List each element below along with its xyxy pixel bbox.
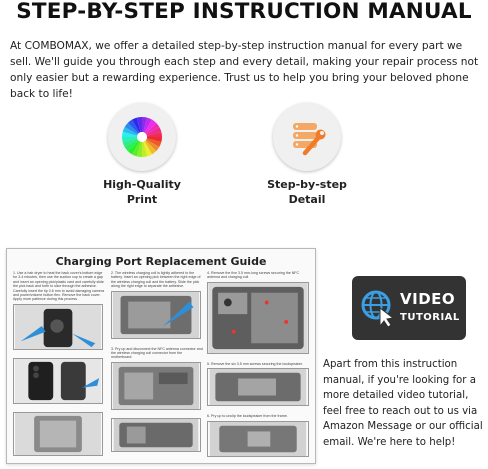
video-tutorial-badge[interactable] <box>352 276 466 340</box>
feature-step-by-step-detail <box>247 103 367 207</box>
badge-label-video: VIDEO <box>400 290 456 308</box>
manual-column-2 <box>111 271 203 460</box>
step-photo-back-cover <box>13 358 103 404</box>
step-photo-screws <box>207 282 309 354</box>
manual-step-3-text: 3. Pry up and disconnect the NFC antenna connector and the wireless charging coil connector from the motherboard. <box>111 346 203 360</box>
step-photo-nfc-connector <box>111 362 201 410</box>
manual-title: Charging Port Replacement Guide <box>55 255 267 268</box>
manual-step-5-text: 5. Remove the six 3.5 mm screws securing the loudspeaker. <box>207 361 303 366</box>
step-photo-charging-coil <box>111 291 201 339</box>
intro-paragraph: At COMBOMAX, we offer a detailed step-by-step instruction manual for every part we sell. We'll guide you through each step and every detail, making your repair process not only easier but a rewarding experience. Trust us to help you bring your beloved phone back to life! <box>10 40 479 100</box>
manual-step-6-text: 6. Pry up to unclip the loudspeaker from the frame. <box>207 414 288 419</box>
manual-column-3 <box>207 271 311 464</box>
globe-cursor-icon <box>360 288 396 328</box>
step-photo-loudspeaker <box>207 368 309 406</box>
instruction-manual-preview <box>6 248 316 464</box>
step-photo-heating <box>13 304 103 350</box>
layers-wrench-icon <box>285 115 329 159</box>
manual-column-1 <box>13 271 105 464</box>
feature-icon-circle <box>108 103 176 171</box>
color-wheel-icon <box>120 115 164 159</box>
step-photo-open-case <box>13 412 103 456</box>
feature-high-quality-print <box>82 103 202 207</box>
step-photo-motherboard <box>111 418 201 452</box>
manual-step-2-text: 2. The wireless charging coil is lightly adhered to the battery. Insert an opening pick between the right edge of the wireless charging coil and the battery. Slide the pick along the right edge to separate the adhesive. <box>111 271 201 289</box>
feature-icon-circle <box>273 103 341 171</box>
page-headline: STEP-BY-STEP INSTRUCTION MANUAL <box>16 0 472 24</box>
manual-step-1-text: 1. Use a hair dryer to heat the back cover's bottom edge for 3-4 minutes, then use the suction cup to create a gap and insert an opening pick/plastic card and carefully slide the pick back and forth to slice through the adhesive. Carefully insert the tip 0.6 mm to avoid damaging camera and power/volume button flex. Remove the back cover. Apply more patience during this process. <box>13 271 105 302</box>
badge-label-tutorial: TUTORIAL <box>400 312 460 323</box>
video-tutorial-description: Apart from this instruction manual, if you're looking for a more detailed video tutorial, feel free to reach out to us via Amazon Message or our official email. We're here to help! <box>323 359 483 448</box>
feature-label: High-Quality Print <box>103 178 181 206</box>
step-photo-unclip <box>207 421 309 457</box>
feature-label: Step-by-step Detail <box>267 178 347 206</box>
manual-step-4-text: 4. Remove the five 3.5 mm-long screws securing the NFC antenna and charging coil. <box>207 271 300 280</box>
